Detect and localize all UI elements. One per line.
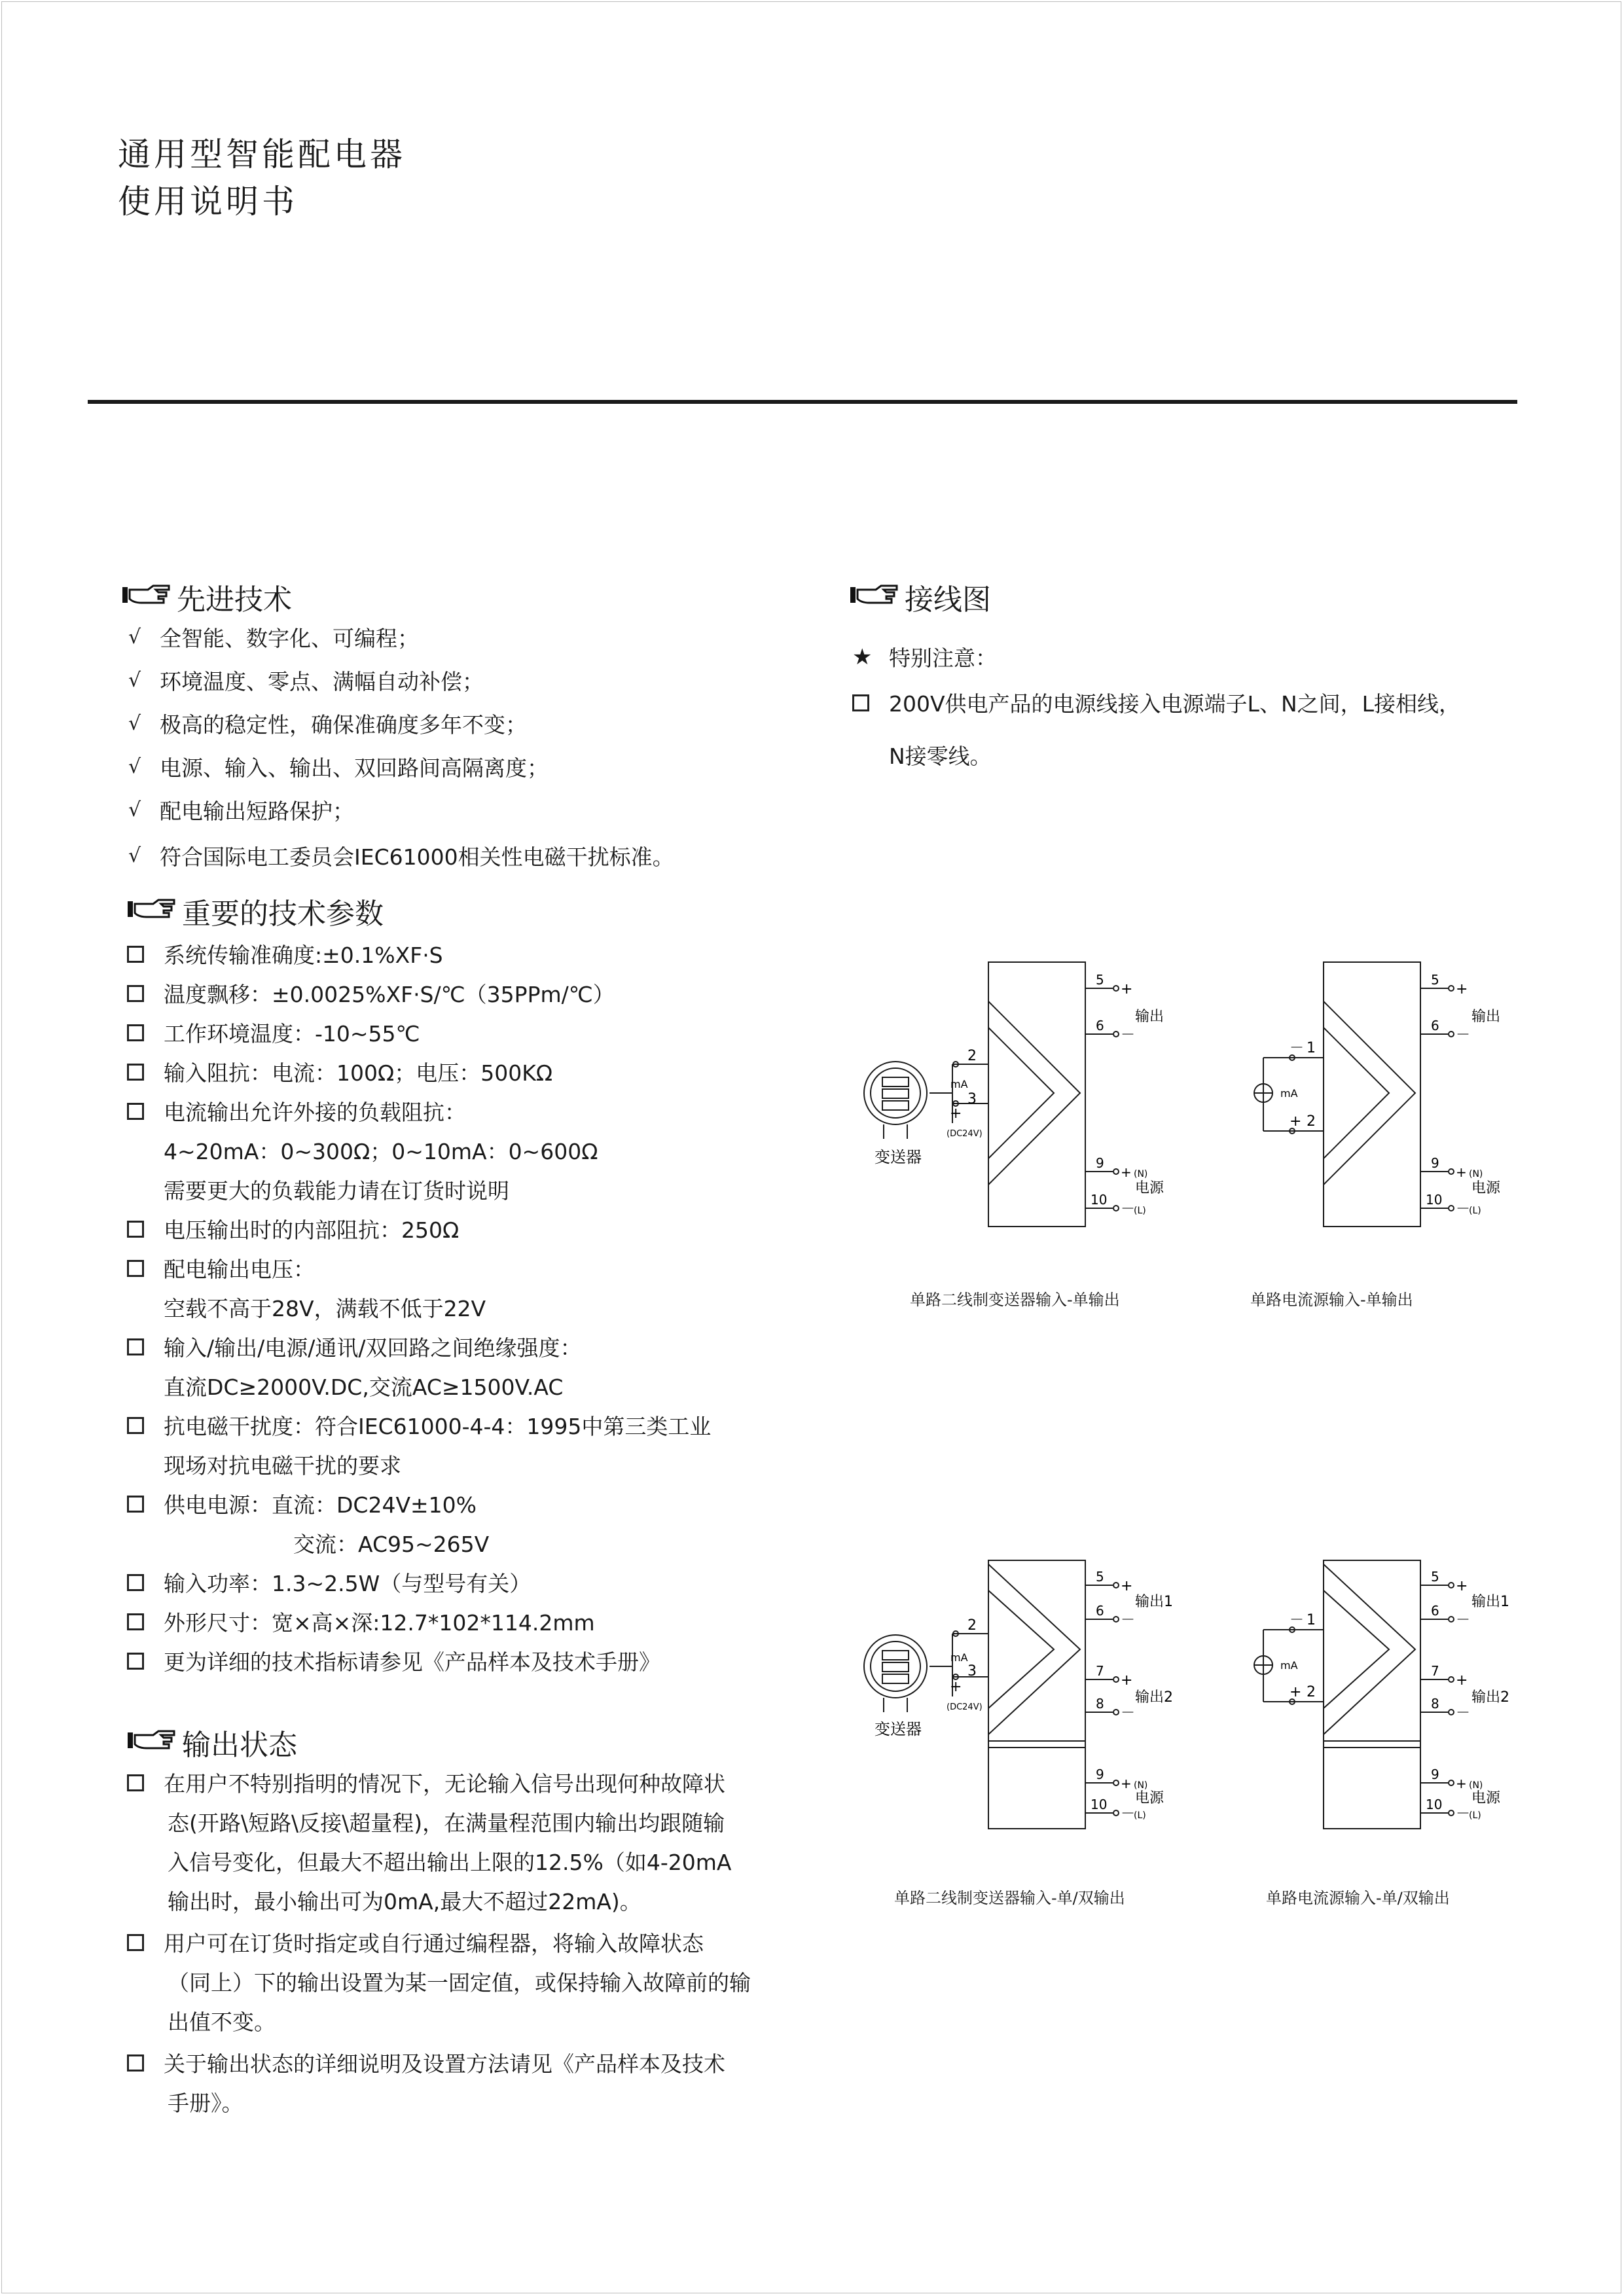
- note-line-2: N接零线。: [889, 744, 992, 769]
- svg-text:2: 2: [967, 1617, 977, 1634]
- svg-text:+: +: [1121, 1776, 1132, 1791]
- checkbox-icon: [127, 1024, 144, 1041]
- title-line-2: 使用说明书: [118, 183, 298, 221]
- list-item: [127, 1767, 725, 1798]
- svg-text:－: －: [1121, 1806, 1136, 1822]
- svg-text:5: 5: [1431, 1569, 1439, 1585]
- title-line-1: 通用型智能配电器: [118, 135, 406, 173]
- list-item-text: 外形尺寸：宽×高×深:12.7*102*114.2mm: [164, 1610, 595, 1636]
- note-line-1: 200V供电产品的电源线接入电源端子L、N之间，L接相线，: [889, 691, 1461, 717]
- section-title: 接线图: [905, 583, 991, 617]
- svg-text:9: 9: [1096, 1767, 1104, 1782]
- list-item: [127, 1213, 459, 1244]
- section-heading-wiring: [850, 576, 991, 618]
- list-item-text: 输入阻抗：电流：100Ω；电压：500KΩ: [164, 1060, 553, 1086]
- svg-text:6: 6: [1431, 1018, 1439, 1033]
- list-item-text: 现场对抗电磁干扰的要求: [164, 1453, 401, 1479]
- pointing-hand-icon: [127, 1726, 177, 1759]
- list-item: [127, 1253, 315, 1283]
- svg-text:输出2: 输出2: [1471, 1689, 1509, 1706]
- svg-text:+: +: [1121, 1672, 1133, 1689]
- svg-text:+: +: [1290, 1113, 1302, 1130]
- note-title-row: [852, 641, 997, 672]
- list-item-text: 态(开路\短路\反接\超量程)，在满量程范围内输出均跟随输: [168, 1810, 725, 1836]
- dc24v-label: (DC24V): [947, 1129, 983, 1139]
- checkbox-icon: [127, 1496, 144, 1513]
- plus-label: +: [950, 1105, 962, 1122]
- list-item: [127, 1017, 420, 1048]
- svg-text:5: 5: [1096, 972, 1104, 988]
- svg-text:8: 8: [1431, 1696, 1439, 1712]
- svg-text:9: 9: [1431, 1767, 1439, 1782]
- output-label: 输出: [1135, 1009, 1164, 1025]
- module-body: [988, 962, 1085, 1227]
- svg-text:6: 6: [1096, 1018, 1104, 1033]
- svg-text:变送器: 变送器: [875, 1720, 922, 1738]
- svg-text:5: 5: [1431, 972, 1439, 988]
- svg-text:+: +: [1121, 981, 1133, 997]
- list-item: [127, 1410, 711, 1441]
- svg-text:mA: mA: [1280, 1087, 1298, 1100]
- note-row: [852, 687, 1460, 718]
- list-item: [128, 751, 549, 782]
- svg-text:6: 6: [1096, 1603, 1104, 1619]
- list-item-text: 配电输出短路保护；: [160, 798, 354, 824]
- list-item-text: 输入/输出/电源/通讯/双回路之间绝缘强度：: [164, 1335, 582, 1361]
- list-item-text: 全智能、数字化、可编程；: [160, 626, 419, 651]
- list-item-text: 在用户不特别指明的情况下，无论输入信号出现何种故障状: [164, 1771, 725, 1797]
- svg-text:－: －: [1456, 1705, 1471, 1721]
- svg-text:输出1: 输出1: [1471, 1594, 1509, 1610]
- svg-text:+: +: [1456, 1672, 1468, 1689]
- list-item-text: 4~20mA：0~300Ω；0~10mA：0~600Ω: [164, 1139, 598, 1164]
- svg-text:(DC24V): (DC24V): [947, 1702, 983, 1712]
- document-title: [118, 131, 406, 225]
- checkmark-icon: √: [128, 844, 141, 867]
- svg-text:1: 1: [1307, 1612, 1316, 1628]
- checkmark-icon: √: [128, 712, 141, 735]
- svg-text:(L): (L): [1134, 1206, 1146, 1216]
- list-item: [128, 795, 354, 825]
- svg-text:9: 9: [1431, 1155, 1439, 1171]
- list-item-text: 配电输出电压：: [164, 1257, 315, 1282]
- list-item-text: 交流：AC95~265V: [293, 1532, 490, 1557]
- checkbox-icon: [127, 1574, 144, 1591]
- svg-text:7: 7: [1096, 1663, 1104, 1679]
- svg-text:+: +: [1456, 1776, 1467, 1791]
- svg-text:+: +: [1456, 1578, 1468, 1594]
- diagram-caption-3: 单路二线制变送器输入-单/双输出: [894, 1889, 1125, 1907]
- svg-text:输出1: 输出1: [1135, 1594, 1173, 1610]
- svg-text:+: +: [1290, 1684, 1302, 1700]
- svg-text:9: 9: [1096, 1155, 1104, 1171]
- svg-text:10: 10: [1091, 1797, 1108, 1812]
- svg-text:+: +: [950, 1679, 962, 1695]
- list-item: [127, 1606, 595, 1637]
- svg-text:－: －: [1456, 1027, 1471, 1043]
- svg-text:－: －: [1121, 1201, 1136, 1217]
- wiring-diagram-3: [851, 1551, 1191, 1839]
- transmitter-label: 变送器: [875, 1148, 922, 1166]
- svg-text:(N): (N): [1134, 1169, 1148, 1179]
- svg-text:－: －: [1121, 1612, 1136, 1628]
- svg-text:电源: 电源: [1471, 1180, 1501, 1196]
- list-item-text: 符合国际电工委员会IEC61000相关性电磁干扰标准。: [160, 844, 674, 870]
- list-item: [168, 1966, 751, 1997]
- svg-text:+: +: [1456, 981, 1468, 997]
- svg-text:电源: 电源: [1471, 1790, 1501, 1806]
- wiring-diagram-1: [851, 956, 1191, 1217]
- list-item-text: 关于输出状态的详细说明及设置方法请见《产品样本及技术: [164, 2051, 725, 2077]
- checkbox-icon: [127, 1338, 144, 1355]
- checkmark-icon: √: [128, 798, 141, 821]
- list-item-text: 空载不高于28V，满载不低于22V: [164, 1296, 486, 1321]
- checkbox-icon: [127, 2054, 144, 2072]
- svg-text:10: 10: [1091, 1192, 1108, 1208]
- wiring-diagram-4: [1244, 1551, 1538, 1839]
- checkbox-icon: [127, 1417, 144, 1434]
- list-item: [164, 1174, 509, 1205]
- list-item: [127, 978, 615, 1009]
- svg-text:2: 2: [1307, 1684, 1316, 1700]
- ma-label: mA: [950, 1078, 968, 1090]
- section-heading-key-params: [127, 890, 384, 932]
- list-item-text: 电源、输入、输出、双回路间高隔离度；: [160, 755, 549, 781]
- svg-text:－: －: [1290, 1040, 1305, 1056]
- list-item: [293, 1528, 489, 1558]
- star-icon: ★: [852, 643, 873, 670]
- list-item-text: 输入功率：1.3~2.5W（与型号有关）: [164, 1571, 532, 1596]
- list-item: [127, 939, 443, 969]
- svg-text:2: 2: [1307, 1113, 1316, 1130]
- list-item: [127, 1096, 466, 1126]
- list-item: [127, 1331, 581, 1362]
- checkbox-icon: [127, 1653, 144, 1670]
- list-item: [168, 1806, 725, 1837]
- section-title: 先进技术: [177, 583, 292, 617]
- list-item: [128, 840, 674, 871]
- note-title: 特别注意：: [889, 645, 997, 671]
- list-item-text: 温度飘移：±0.0025%XF·S/℃（35PPm/℃）: [164, 982, 615, 1007]
- checkbox-icon: [127, 1221, 144, 1238]
- svg-text:(N): (N): [1134, 1780, 1148, 1791]
- list-item: [128, 622, 419, 653]
- list-item-text: 出值不变。: [168, 2009, 276, 2035]
- svg-text:+: +: [1121, 1578, 1133, 1594]
- diagram-caption-1: 单路二线制变送器输入-单输出: [910, 1291, 1120, 1309]
- checkbox-icon: [852, 694, 869, 711]
- svg-text:输出2: 输出2: [1135, 1689, 1173, 1706]
- svg-text:(L): (L): [1134, 1810, 1146, 1821]
- pointing-hand-icon: [122, 581, 171, 614]
- svg-text:－: －: [1290, 1612, 1305, 1628]
- checkbox-icon: [127, 946, 144, 963]
- list-item-text: 系统传输准确度:±0.1%XF·S: [164, 942, 443, 968]
- checkmark-icon: √: [128, 669, 141, 692]
- list-item-text: 电压输出时的内部阻抗：250Ω: [164, 1217, 460, 1243]
- list-item-text: 需要更大的负载能力请在订货时说明: [164, 1178, 509, 1204]
- list-item-text: 供电电源：直流：DC24V±10%: [164, 1492, 477, 1518]
- list-item: [168, 2087, 244, 2117]
- header-rule: [88, 400, 1517, 404]
- list-item-text: 用户可在订货时指定或自行通过编程器，将输入故障状态: [164, 1931, 704, 1956]
- list-item: [168, 1846, 731, 1876]
- svg-text:7: 7: [1431, 1663, 1439, 1679]
- svg-text:3: 3: [967, 1663, 977, 1679]
- list-item: [164, 1135, 598, 1166]
- list-item-text: 手册》。: [168, 2090, 244, 2116]
- list-item: [127, 1488, 477, 1519]
- list-item: [128, 665, 484, 696]
- svg-text:8: 8: [1096, 1696, 1104, 1712]
- svg-text:(L): (L): [1469, 1206, 1481, 1216]
- list-item: [168, 2005, 276, 2036]
- list-item-text: 更为详细的技术指标请参见《产品样本及技术手册》: [164, 1649, 660, 1675]
- terminal-3: 3: [967, 1091, 977, 1107]
- svg-text:mA: mA: [950, 1651, 968, 1664]
- list-item: [128, 708, 527, 739]
- list-item: [164, 1292, 486, 1323]
- wiring-diagram-2: [1244, 956, 1538, 1217]
- list-item-text: 极高的稳定性，确保准确度多年不变；: [160, 712, 527, 738]
- section-heading-advanced-tech: [122, 576, 292, 618]
- list-item: [127, 1567, 531, 1598]
- checkbox-icon: [127, 1613, 144, 1630]
- section-title: 重要的技术参数: [182, 897, 384, 931]
- svg-text:+: +: [1456, 1164, 1467, 1180]
- svg-text:电源: 电源: [1135, 1790, 1164, 1806]
- list-item: [127, 1056, 552, 1087]
- checkbox-icon: [127, 1064, 144, 1081]
- list-item: [127, 1927, 704, 1958]
- list-item: [127, 2047, 725, 2078]
- svg-text:1: 1: [1307, 1040, 1316, 1056]
- svg-text:(L): (L): [1469, 1810, 1481, 1821]
- list-item: [127, 1645, 660, 1676]
- svg-text:－: －: [1456, 1612, 1471, 1628]
- svg-text:10: 10: [1426, 1192, 1443, 1208]
- list-item: [164, 1449, 401, 1480]
- svg-text:5: 5: [1096, 1569, 1104, 1585]
- power-label: 电源: [1135, 1180, 1164, 1196]
- list-item-text: 输出时，最小输出可为0mA,最大不超过22mA)。: [168, 1889, 641, 1914]
- checkbox-icon: [127, 1934, 144, 1951]
- list-item-text: 环境温度、零点、满幅自动补偿；: [160, 669, 484, 694]
- section-title: 输出状态: [182, 1729, 297, 1762]
- pointing-hand-icon: [127, 895, 177, 928]
- list-item-text: 抗电磁干扰度：符合IEC61000-4-4：1995中第三类工业: [164, 1414, 712, 1439]
- section-heading-output-status: [127, 1721, 297, 1763]
- list-item-text: 电流输出允许外接的负载阻抗：: [164, 1100, 466, 1125]
- svg-text:－: －: [1456, 1201, 1471, 1217]
- checkmark-icon: √: [128, 626, 141, 649]
- checkbox-icon: [127, 1260, 144, 1277]
- list-item-text: 直流DC≥2000V.DC,交流AC≥1500V.AC: [164, 1374, 564, 1400]
- list-item-text: 入信号变化，但最大不超出输出上限的12.5%（如4-20mA: [168, 1850, 732, 1875]
- list-item-text: （同上）下的输出设置为某一固定值，或保持输入故障前的输: [168, 1970, 751, 1996]
- svg-text:－: －: [1121, 1027, 1136, 1043]
- checkbox-icon: [127, 985, 144, 1002]
- checkbox-icon: [127, 1103, 144, 1120]
- svg-text:+: +: [1121, 1164, 1132, 1180]
- svg-text:mA: mA: [1280, 1659, 1298, 1672]
- list-item-text: 工作环境温度：-10~55℃: [164, 1021, 420, 1047]
- svg-text:－: －: [1121, 1705, 1136, 1721]
- svg-text:10: 10: [1426, 1797, 1443, 1812]
- checkmark-icon: √: [128, 755, 141, 778]
- svg-text:(N): (N): [1469, 1780, 1483, 1791]
- checkbox-icon: [127, 1774, 144, 1791]
- diagram-caption-2: 单路电流源输入-单输出: [1250, 1291, 1413, 1309]
- list-item: [168, 1885, 641, 1916]
- list-item: [164, 1371, 563, 1401]
- diagram-caption-4: 单路电流源输入-单/双输出: [1266, 1889, 1450, 1907]
- pointing-hand-icon: [850, 581, 899, 614]
- svg-text:(N): (N): [1469, 1169, 1483, 1179]
- svg-text:输出: 输出: [1471, 1009, 1501, 1025]
- svg-text:6: 6: [1431, 1603, 1439, 1619]
- terminal-2: 2: [967, 1048, 977, 1064]
- svg-text:－: －: [1456, 1806, 1471, 1822]
